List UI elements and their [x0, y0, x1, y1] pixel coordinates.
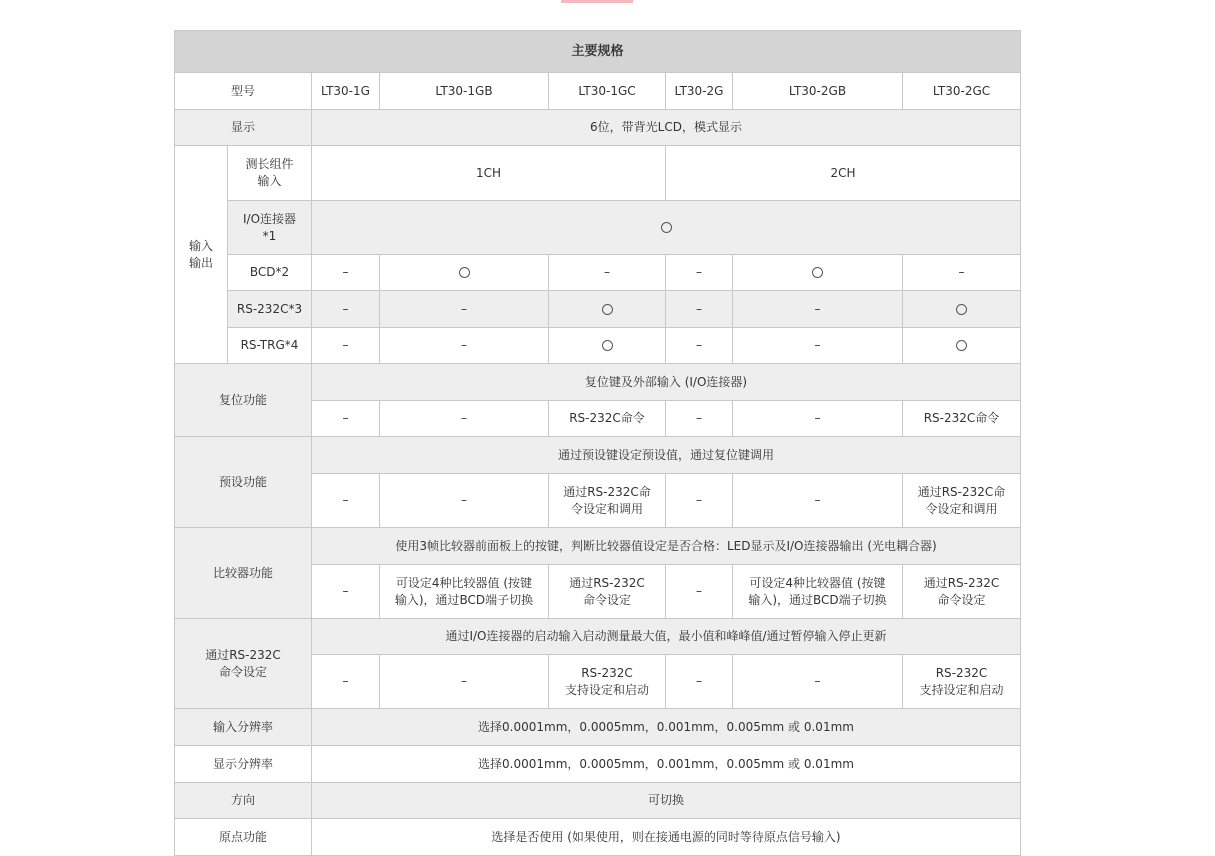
rs232c-cell [549, 291, 666, 328]
reset-cell: RS-232C命令 [549, 401, 666, 437]
model-row [175, 73, 1021, 110]
sensor-input-label: 测长组件 输入 [228, 146, 312, 201]
model-cell: LT30-1GC [549, 73, 666, 110]
comparator-cell: 可设定4种比较器值 (按键 输入)，通过BCD端子切换 [733, 565, 903, 619]
preset-cell: 通过RS-232C命 令设定和调用 [549, 474, 666, 528]
rs232c-cell: – [312, 291, 380, 328]
io-group-label: 输入 输出 [175, 146, 228, 364]
circle-icon [602, 340, 613, 351]
direction-row [175, 783, 1021, 819]
bcd-cell: – [666, 255, 733, 291]
rs-setting-cell: – [666, 655, 733, 709]
circle-icon [956, 304, 967, 315]
rs-setting-cell: RS-232C 支持设定和启动 [903, 655, 1021, 709]
rstrg-cell: – [380, 328, 549, 364]
circle-icon [812, 267, 823, 278]
rs-setting-cell: RS-232C 支持设定和启动 [549, 655, 666, 709]
io-connector-row [175, 201, 1021, 255]
bcd-cell: – [903, 255, 1021, 291]
reset-common-row [175, 364, 1021, 401]
preset-cell: – [312, 474, 380, 528]
circle-icon [459, 267, 470, 278]
origin-value: 选择是否使用 (如果使用，则在接通电源的同时等待原点信号输入) [312, 819, 1021, 856]
direction-value: 可切换 [312, 783, 1021, 819]
reset-cell: – [312, 401, 380, 437]
comparator-cell: 通过RS-232C 命令设定 [549, 565, 666, 619]
rstrg-row [175, 328, 1021, 364]
circle-icon [661, 222, 672, 233]
rs232c-row [175, 291, 1021, 328]
rstrg-cell: – [312, 328, 380, 364]
bcd-cell [380, 255, 549, 291]
rs232c-cell: – [733, 291, 903, 328]
preset-common-row [175, 437, 1021, 474]
comparator-cell: 可设定4种比较器值 (按键 输入)，通过BCD端子切换 [380, 565, 549, 619]
circle-icon [956, 340, 967, 351]
input-resolution-label: 输入分辨率 [175, 709, 312, 746]
top-accent-bar [561, 0, 633, 3]
rstrg-cell: – [733, 328, 903, 364]
model-cell: LT30-1G [312, 73, 380, 110]
bcd-cell: – [549, 255, 666, 291]
rstrg-cell: – [666, 328, 733, 364]
reset-common: 复位键及外部输入 (I/O连接器) [312, 364, 1021, 401]
comparator-common: 使用3帧比较器前面板上的按键，判断比较器值设定是否合格：LED显示及I/O连接器输出 (光电耦合器) [312, 528, 1021, 565]
comparator-cell: 通过RS-232C 命令设定 [903, 565, 1021, 619]
rs-setting-common: 通过I/O连接器的启动输入启动测量最大值，最小值和峰峰值/通过暂停输入停止更新 [312, 619, 1021, 655]
input-resolution-row [175, 709, 1021, 746]
rs232c-cell: – [380, 291, 549, 328]
sensor-input-row [175, 146, 1021, 201]
comparator-label: 比较器功能 [175, 528, 312, 619]
spec-table [174, 30, 1021, 856]
rstrg-cell [903, 328, 1021, 364]
table-title: 主要规格 [175, 31, 1021, 73]
comparator-common-row [175, 528, 1021, 565]
display-value: 6位，带背光LCD，模式显示 [312, 110, 1021, 146]
bcd-label: BCD*2 [228, 255, 312, 291]
comparator-cell: – [666, 565, 733, 619]
reset-cell: – [666, 401, 733, 437]
model-cell: LT30-2GC [903, 73, 1021, 110]
origin-label: 原点功能 [175, 819, 312, 856]
rs232c-label: RS-232C*3 [228, 291, 312, 328]
model-cell: LT30-1GB [380, 73, 549, 110]
display-row [175, 110, 1021, 146]
comparator-cell: – [312, 565, 380, 619]
rs-setting-cell: – [733, 655, 903, 709]
preset-cell: – [666, 474, 733, 528]
rs-setting-cell: – [312, 655, 380, 709]
direction-label: 方向 [175, 783, 312, 819]
circle-icon [602, 304, 613, 315]
bcd-cell: – [312, 255, 380, 291]
input-resolution-value: 选择0.0001mm，0.0005mm，0.001mm，0.005mm 或 0.01mm [312, 709, 1021, 746]
preset-cell: 通过RS-232C命 令设定和调用 [903, 474, 1021, 528]
reset-label: 复位功能 [175, 364, 312, 437]
io-connector-label: I/O连接器 *1 [228, 201, 312, 255]
display-resolution-value: 选择0.0001mm，0.0005mm，0.001mm，0.005mm 或 0.01mm [312, 746, 1021, 783]
preset-label: 预设功能 [175, 437, 312, 528]
rs-setting-label: 通过RS-232C 命令设定 [175, 619, 312, 709]
preset-cell: – [733, 474, 903, 528]
reset-cell: – [380, 401, 549, 437]
model-label: 型号 [175, 73, 312, 110]
bcd-cell [733, 255, 903, 291]
rs232c-cell: – [666, 291, 733, 328]
sensor-input-1ch: 1CH [312, 146, 666, 201]
display-resolution-row [175, 746, 1021, 783]
rs-setting-cell: – [380, 655, 549, 709]
display-label: 显示 [175, 110, 312, 146]
reset-cell: RS-232C命令 [903, 401, 1021, 437]
reset-cell: – [733, 401, 903, 437]
rstrg-label: RS-TRG*4 [228, 328, 312, 364]
model-cell: LT30-2GB [733, 73, 903, 110]
io-connector-value [312, 201, 1021, 255]
preset-common: 通过预设键设定预设值，通过复位键调用 [312, 437, 1021, 474]
preset-cell: – [380, 474, 549, 528]
rstrg-cell [549, 328, 666, 364]
sensor-input-2ch: 2CH [666, 146, 1021, 201]
rs232c-cell [903, 291, 1021, 328]
model-cell: LT30-2G [666, 73, 733, 110]
rs-setting-common-row [175, 619, 1021, 655]
display-resolution-label: 显示分辨率 [175, 746, 312, 783]
bcd-row [175, 255, 1021, 291]
